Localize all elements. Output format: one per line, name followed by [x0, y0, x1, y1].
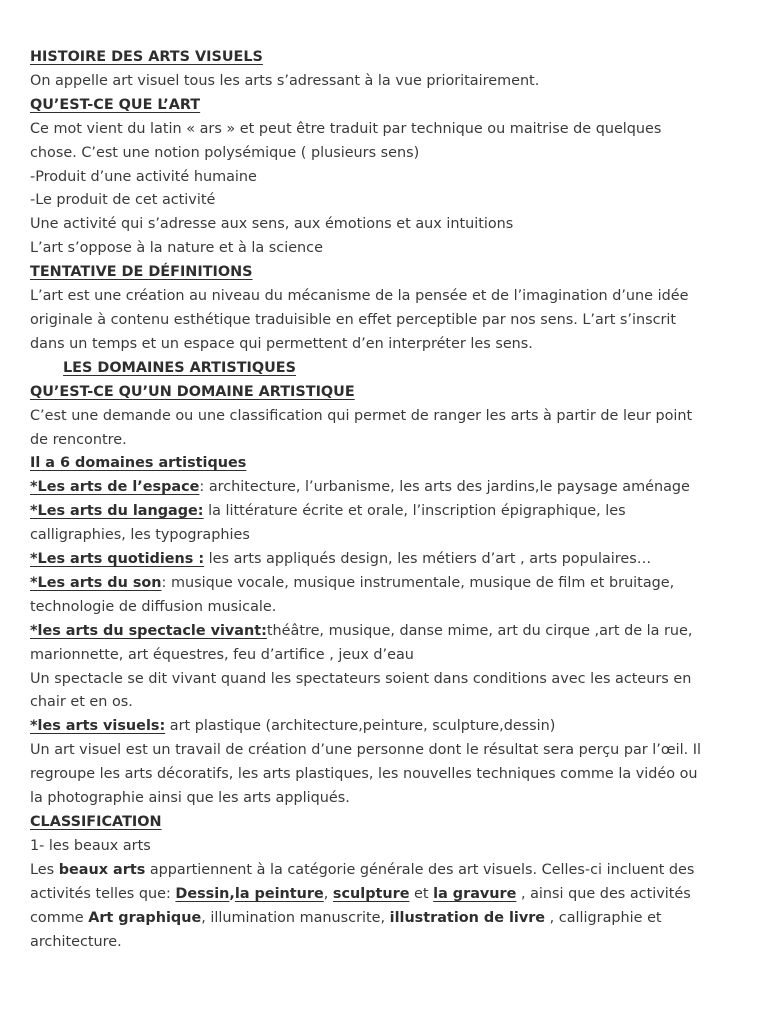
heading-domaines: LES DOMAINES ARTISTIQUES: [63, 359, 297, 376]
art-list-item: Une activité qui s’adresse aux sens, aux émotions et aux intuitions: [30, 216, 514, 233]
heading-art: QU’EST-CE QUE L’ART: [30, 96, 201, 113]
definition-line: dans un temps et un espace qui permettent d’en interpréter les sens.: [30, 335, 533, 352]
domaine-definition-line: C’est une demande ou une classification qui permet de ranger les arts à partir de leur point: [30, 407, 693, 424]
visuel-definition-line: Un art visuel est un travail de création d’une personne dont le résultat sera perçu par l’œil. Il: [30, 742, 701, 759]
domaine-spectacle-cont: marionnette, art équestres, feu d’artifice , jeux d’eau: [30, 646, 414, 663]
domaine-espace: *Les arts de l’espace: architecture, l’urbanisme, les arts des jardins,le paysage aménage: [30, 479, 690, 496]
beaux-arts-line: activités telles que: Dessin,la peinture, sculpture et la gravure , ainsi que des activités: [30, 885, 691, 902]
domaine-label: *Les arts de l’espace: [30, 479, 200, 496]
spectacle-note-line: Un spectacle se dit vivant quand les spectateurs soient dans conditions avec les acteurs en: [30, 670, 692, 687]
domaine-quotidiens: *Les arts quotidiens : les arts appliqués design, les métiers d’art , arts populaires…: [30, 551, 652, 568]
spectacle-note-line: chair et en os.: [30, 694, 133, 711]
domaine-spectacle: *les arts du spectacle vivant:théâtre, musique, danse mime, art du cirque ,art de la rue,: [30, 622, 693, 639]
art-paragraph-line: Ce mot vient du latin « ars » et peut être traduit par technique ou maitrise de quelques: [30, 120, 662, 137]
domaine-langage-cont: calligraphies, les typographies: [30, 527, 250, 544]
definition-line: L’art est une création au niveau du mécanisme de la pensée et de l’imagination d’une idée: [30, 288, 689, 305]
beaux-arts-line: Les beaux arts appartiennent à la catégorie générale des art visuels. Celles-ci incluent des: [30, 861, 695, 878]
domaine-definition-line: de rencontre.: [30, 431, 127, 448]
document-title: HISTOIRE DES ARTS VISUELS: [30, 49, 263, 65]
emphasis: beaux arts: [58, 861, 146, 878]
definition-line: originale à contenu esthétique traduisible en effet perceptible par nos sens. L’art s’inscrit: [30, 311, 677, 328]
document-page: [30, 46, 746, 954]
classification-item: 1- les beaux arts: [30, 837, 151, 854]
emphasis: Art graphique: [88, 909, 202, 926]
intro-paragraph: On appelle art visuel tous les arts s’adressant à la vue prioritairement.: [30, 72, 540, 89]
visuel-definition-line: regroupe les arts décoratifs, les arts plastiques, les nouvelles techniques comme la vidéo ou: [30, 766, 698, 783]
visuel-definition-line: la photographie ainsi que les arts appliqués.: [30, 790, 350, 807]
domaine-label: *les arts du spectacle vivant:: [30, 622, 267, 639]
beaux-arts-line: architecture.: [30, 933, 122, 950]
heading-six-domaines: Il a 6 domaines artistiques: [30, 455, 247, 472]
domaine-label: *les arts visuels:: [30, 718, 166, 735]
domaine-son: *Les arts du son: musique vocale, musique instrumentale, musique de film et bruitage,: [30, 574, 675, 591]
domaine-label: *Les arts quotidiens :: [30, 551, 205, 568]
heading-definitions: TENTATIVE DE DÉFINITIONS: [30, 264, 253, 281]
art-list-item: -Produit d’une activité humaine: [30, 168, 257, 185]
heading-domaine-question: QU’EST-CE QU’UN DOMAINE ARTISTIQUE: [30, 383, 355, 400]
emphasis: sculpture: [332, 885, 410, 902]
art-list-item: -Le produit de cet activité: [30, 192, 216, 209]
emphasis: la gravure: [433, 885, 517, 902]
beaux-arts-line: comme Art graphique, illumination manuscrite, illustration de livre , calligraphie et: [30, 909, 662, 926]
art-paragraph-line: chose. C’est une notion polysémique ( plusieurs sens): [30, 144, 420, 161]
domaine-langage: *Les arts du langage: la littérature écrite et orale, l’inscription épigraphique, les: [30, 503, 626, 520]
heading-classification: CLASSIFICATION: [30, 814, 162, 830]
art-list-item: L’art s’oppose à la nature et à la science: [30, 240, 323, 257]
emphasis: illustration de livre: [389, 909, 546, 926]
domaine-label: *Les arts du langage:: [30, 503, 204, 520]
domaine-son-cont: technologie de diffusion musicale.: [30, 598, 277, 615]
emphasis: la peinture: [234, 885, 324, 902]
domaine-label: *Les arts du son: [30, 574, 162, 591]
emphasis: Dessin: [175, 885, 230, 902]
domaine-visuels: *les arts visuels: art plastique (architecture,peinture, sculpture,dessin): [30, 718, 556, 735]
